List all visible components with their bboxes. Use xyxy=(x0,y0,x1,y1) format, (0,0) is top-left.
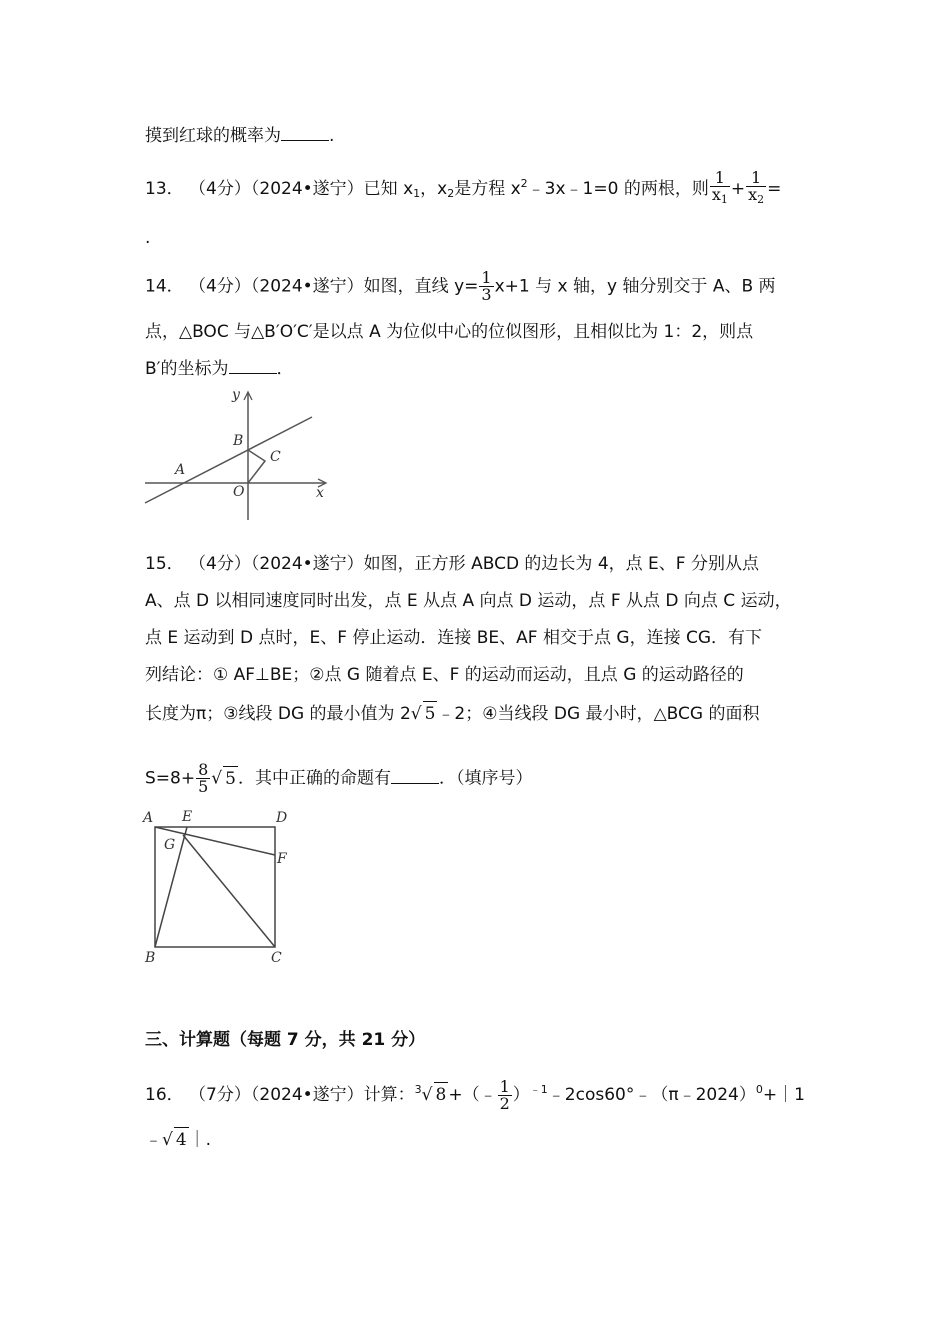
q14-line3-end: ． xyxy=(276,359,294,379)
frac-den-sub: 1 xyxy=(720,193,728,206)
q16-sup1: ﹣1 xyxy=(529,1083,548,1096)
q16-text-d: ﹣2cos60°﹣（π﹣2024） xyxy=(547,1085,756,1105)
q13-sup2: 2 xyxy=(520,177,528,190)
q15-line4-text: 列结论：① AF⊥BE；②点 G 随着点 E、F 的运动而运动，且点 G 的运动路径的 xyxy=(145,665,744,685)
frac-den-sub: 2 xyxy=(757,193,765,206)
frac-num: 1 xyxy=(481,268,492,287)
radical-sign: √ xyxy=(421,1085,433,1105)
q15-line6-end: ．（填序号） xyxy=(438,768,533,789)
label-b: B xyxy=(145,950,156,966)
q15-line6 xyxy=(145,762,532,795)
question-source: （2024•遂宁） xyxy=(250,554,364,574)
q13-text-d: ﹣3x﹣1=0 的两根，则 xyxy=(527,179,709,199)
q16-line2-text-a: ﹣ xyxy=(145,1130,162,1150)
q12-end: . xyxy=(329,126,335,146)
q15-line6-text-b: ．其中正确的命题有 xyxy=(237,768,391,789)
q16-text-b: +（﹣ xyxy=(448,1085,497,1105)
q14-line2-text: 点，△BOC 与△B′O′C′是以点 A 为位似中心的位似图形，且相似比为 1：2，则点 xyxy=(145,322,754,342)
q14-text-a: 如图，直线 y= xyxy=(363,276,479,297)
radicand: 8 xyxy=(434,1082,449,1107)
root-index: 3 xyxy=(414,1083,422,1096)
q13-equals: = xyxy=(767,179,782,199)
answer-blank xyxy=(281,124,329,141)
answer-blank xyxy=(229,357,277,374)
frac-den: 2 xyxy=(499,1093,510,1113)
label-g: G xyxy=(164,837,176,853)
question-number: 13． xyxy=(145,179,184,199)
frac-den xyxy=(746,187,766,208)
q13-sub2: 2 xyxy=(447,187,455,200)
label-d: D xyxy=(276,810,288,826)
question-score: （4分） xyxy=(189,276,251,297)
section-heading-text: 三、计算题（每题 7 分，共 21 分） xyxy=(145,1030,426,1050)
label-a: A xyxy=(143,810,154,826)
q13-plus: + xyxy=(730,179,746,199)
frac-num: 1 xyxy=(710,170,730,187)
label-b: B xyxy=(233,433,244,449)
q15-text-a: 如图，正方形 ABCD 的边长为 4，点 E、F 分别从点 xyxy=(363,554,759,574)
question-number: 15． xyxy=(145,554,184,574)
frac-den: 5 xyxy=(198,777,209,796)
q14-line3 xyxy=(145,357,294,381)
q13-line2 xyxy=(145,226,150,250)
label-a: A xyxy=(175,462,186,478)
q13-end: . xyxy=(145,228,151,248)
label-c: C xyxy=(270,449,281,465)
frac-den-x: x xyxy=(748,185,758,204)
frac-num: 8 xyxy=(198,760,209,779)
q13-text-b: ，x xyxy=(420,179,448,199)
answer-blank xyxy=(391,767,439,784)
q16-line2-text-b: ｜. xyxy=(188,1130,212,1150)
q15-square-figure xyxy=(140,805,300,970)
q15-line2-text: A、点 D 以相同速度同时出发，点 E 从点 A 向点 D 运动，点 F 从点 D 向点 C 运动， xyxy=(145,591,792,611)
frac-den-x: x xyxy=(711,185,721,204)
triangle-boc xyxy=(248,450,265,483)
q16-line2 xyxy=(145,1127,211,1152)
frac-den xyxy=(710,187,730,208)
q15-line3 xyxy=(145,626,762,650)
radical-sign: √ xyxy=(162,1130,173,1150)
radicand: 5 xyxy=(423,701,438,726)
frac-den: 3 xyxy=(481,285,492,304)
frac-num: 1 xyxy=(499,1076,510,1096)
q14-line1 xyxy=(145,270,776,303)
q14-line3-text: B′的坐标为 xyxy=(145,359,229,379)
fraction xyxy=(746,170,766,208)
q16-text-c: ） xyxy=(512,1085,530,1105)
q16-line1 xyxy=(145,1078,805,1112)
q15-line5 xyxy=(145,701,759,726)
frac-num: 1 xyxy=(746,170,766,187)
label-o: O xyxy=(233,484,245,500)
q16-text-e: +｜1 xyxy=(762,1085,805,1105)
q16-text-a: 计算： xyxy=(363,1085,415,1105)
question-source: （2024•遂宁） xyxy=(250,276,364,297)
question-number: 16． xyxy=(145,1085,184,1105)
fraction xyxy=(710,170,730,208)
q15-line5-text-b: ﹣2；④当线段 DG 最小时，△BCG 的面积 xyxy=(437,704,760,724)
question-score: （4分） xyxy=(189,554,251,574)
line-ab xyxy=(145,417,312,503)
radical-sign: √ xyxy=(211,768,223,789)
label-c: C xyxy=(271,950,282,966)
q13-text-c: 是方程 x xyxy=(454,179,521,199)
label-f: F xyxy=(277,851,287,867)
fraction xyxy=(498,1076,512,1113)
q16-sup2: 0 xyxy=(755,1083,763,1096)
q15-line4 xyxy=(145,663,744,687)
question-source: （2024•遂宁） xyxy=(250,1085,364,1105)
section-heading xyxy=(145,1028,425,1052)
radical-sign: √ xyxy=(410,704,422,724)
q14-line2 xyxy=(145,320,753,344)
question-number: 14． xyxy=(145,276,184,297)
q13-line1 xyxy=(145,170,781,208)
label-y: y xyxy=(232,387,240,403)
question-score: （7分） xyxy=(189,1085,251,1105)
q13-sub1: 1 xyxy=(413,187,421,200)
q14-coordinate-figure xyxy=(140,385,340,525)
fraction xyxy=(196,762,210,795)
q12-tail-line xyxy=(145,124,334,148)
q12-tail-text: 摸到红球的概率为 xyxy=(145,126,281,146)
q14-text-b: x+1 与 x 轴，y 轴分别交于 A、B 两 xyxy=(494,276,776,297)
q15-line6-text-a: S=8+ xyxy=(145,768,196,789)
label-e: E xyxy=(182,809,193,825)
radicand: 5 xyxy=(223,766,238,791)
q15-line1 xyxy=(145,552,759,576)
label-x: x xyxy=(316,485,324,501)
q13-text-a: 已知 x xyxy=(363,179,414,199)
radicand: 4 xyxy=(174,1127,189,1152)
q15-line2 xyxy=(145,589,792,613)
question-score: （4分） xyxy=(189,179,251,199)
fraction xyxy=(479,270,493,303)
q15-line3-text: 点 E 运动到 D 点时，E、F 停止运动．连接 BE、AF 相交于点 G，连接 CG．有下 xyxy=(145,628,763,648)
question-source: （2024•遂宁） xyxy=(250,179,364,199)
q15-line5-text-a: 长度为π；③线段 DG 的最小值为 2 xyxy=(145,704,411,724)
